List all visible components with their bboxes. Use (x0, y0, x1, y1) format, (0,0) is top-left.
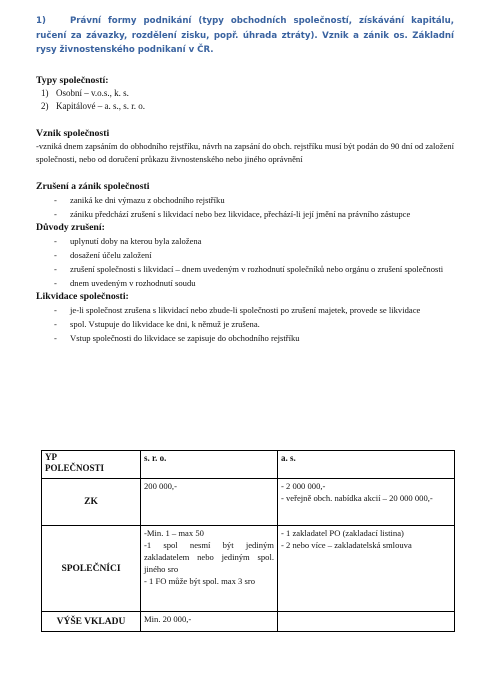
typy-list (36, 87, 454, 113)
heading-text: Právní formy podnikání (typy obchodních společností, získávání kapitálu, ručení za závazky, rozdělení zisku, popř. úhrada ztráty). Vznik a zánik os. Základní rysy živnostenského podnikaní v ČR. (36, 16, 454, 55)
row-label: ZK (42, 479, 141, 526)
heading-number: 1) (36, 16, 46, 26)
zruseni-list (36, 193, 454, 221)
list-item: - zániku předchází zrušení s likvidací nebo bez likvidace, přechází-li její jmění na právního zástupce (54, 208, 411, 219)
cell: 200 000,- (141, 479, 278, 526)
list-item: - dnem uvedeným v rozhodnutí soudu (54, 277, 196, 288)
cell (278, 612, 455, 632)
document-page (36, 14, 454, 345)
table-row (42, 526, 455, 612)
cell: - 2 000 000,- - veřejně obch. nabídka akcií – 20 000 000,- (278, 479, 455, 526)
table-row (42, 479, 455, 526)
table-row (42, 612, 455, 632)
cell: - 1 zakladatel PO (zakladací listina) - 2 nebo více – zakladatelská smlouva (278, 526, 455, 612)
typy-title: Typy společností: (36, 74, 109, 86)
header-sro: s. r. o. (141, 451, 278, 479)
row-label: VÝŠE VKLADU (42, 612, 141, 632)
table-header-row (42, 451, 455, 479)
list-item: - uplynutí doby na kterou byla založena (54, 235, 202, 246)
vznik-text: -vzniká dnem zapsáním do obhodního rejstříku, návrh na zapsání do obch. rejstříku musí být podán do 90 dní od založení společnosti, nebo od doručení průkazu živnostenského nebo jiného oprávnění (36, 140, 454, 164)
list-item: 2) Kapitálové – a. s., s. r. o. (41, 100, 145, 111)
header-as: a. s. (278, 451, 455, 479)
row-label: SPOLEČNÍCI (42, 526, 141, 612)
list-item: - je-li společnost zrušena s likvidací nebo zbude-li společnosti po zrušení majetek, provede se likvidace (54, 304, 421, 315)
cell: Min. 20 000,- (141, 612, 278, 632)
likvidace-list (36, 303, 454, 345)
list-item: - zrušení společnosti s likvidací – dnem uvedeným v rozhodnutí společníků nebo orgánu o zrušení společnosti (54, 263, 444, 274)
list-item: 1) Osobní – v.o.s., k. s. (41, 87, 129, 98)
comparison-table (41, 450, 455, 632)
vznik-title: Vznik společnosti (36, 127, 110, 139)
list-item: - dosažení účelu založení (54, 249, 152, 260)
list-item: - spol. Vstupuje do likvidace ke dni, k němuž je zrušena. (54, 318, 260, 329)
duvody-list (36, 234, 454, 290)
list-item: - zaniká ke dni výmazu z obchodního rejstříku (54, 194, 225, 205)
zruseni-title: Zrušení a zánik společnosti (36, 180, 150, 192)
cell: -Min. 1 – max 50 -1 spol nesmí být jediným zakladatelem nebo jediným spol. jiného sro - 1 FO může být spol. max 3 sro (141, 526, 278, 612)
section-heading (36, 14, 454, 58)
duvody-title: Důvody zrušení: (36, 221, 105, 233)
list-item: - Vstup společnosti do likvidace se zapisuje do obchodního rejstříku (54, 332, 300, 343)
header-label-cell: YP POLEČNOSTI (42, 451, 141, 479)
likvidace-title: Likvidace společnosti: (36, 290, 129, 302)
